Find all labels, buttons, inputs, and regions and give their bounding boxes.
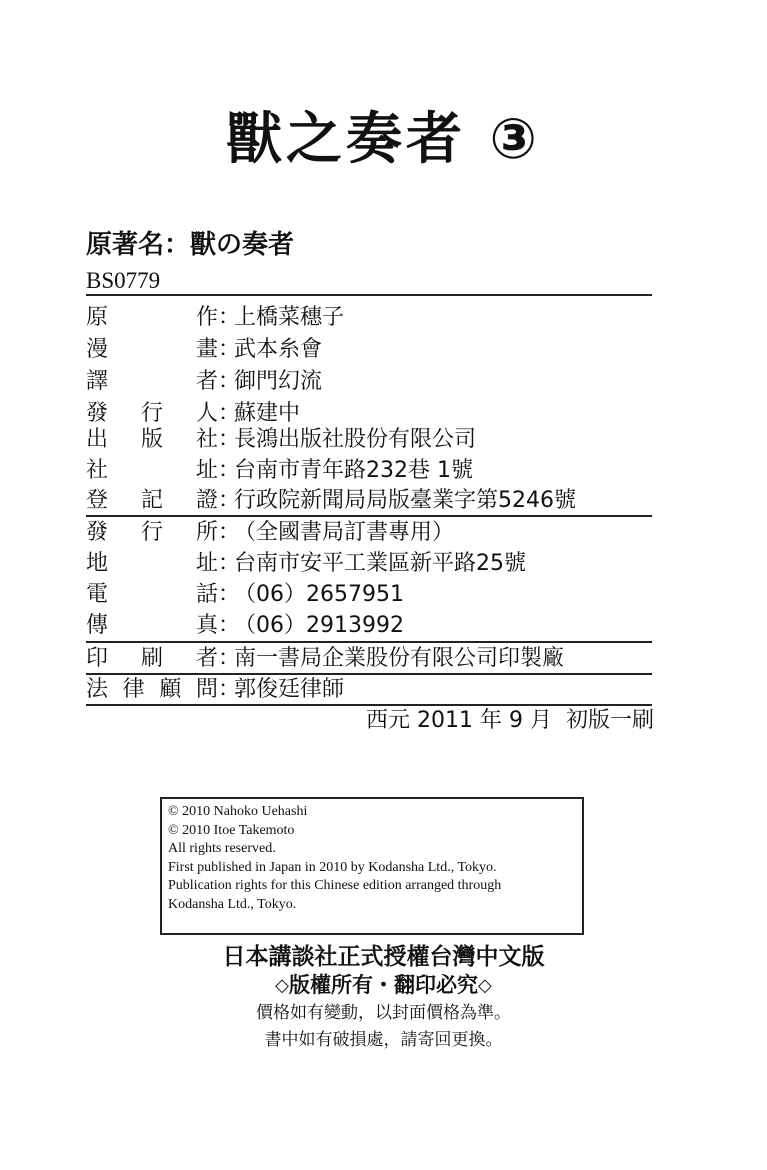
credit-value: 長鴻出版社股份有限公司 [234,427,477,452]
credit-colon: ： [218,488,241,513]
edition-date: 西元 2011 年 9 月 初版一刷 [366,708,654,733]
credit-colon: ： [218,458,241,483]
credit-value: 蘇建中 [234,401,301,426]
credit-value: 台南市青年路232巷 1號 [234,458,473,483]
credit-row-printer [86,644,564,674]
authorization-notice: 日本講談社正式授權台灣中文版 [222,944,545,970]
price-note: 價格如有變動，以封面價格為準。 [256,1003,511,1023]
credit-colon: ： [218,582,241,607]
credit-value: 行政院新聞局局版臺業字第5246號 [234,488,576,513]
credit-value: 上橋菜穗子 [234,305,345,330]
return-note: 書中如有破損處，請寄回更換。 [264,1030,503,1050]
credit-value: 南一書局企業股份有限公司印製廠 [234,646,565,671]
copyright-line: © 2010 Itoe Takemoto [168,822,295,838]
credit-colon: ： [218,305,241,330]
rights-notice: 版權所有・翻印必究 [289,973,478,997]
credit-row-address [86,456,473,486]
book-title: 獸之奏者 ③ [226,107,541,172]
credit-row-manga [86,335,322,365]
divider [86,515,652,517]
credit-colon: ： [218,646,241,671]
copyright-line: Publication rights for this Chinese edition arranged through [168,878,502,893]
credit-label: 印刷者 [86,646,218,671]
credit-row-phone [86,580,404,610]
credit-label: 傳真 [86,613,218,638]
credit-label: 電話 [86,582,218,607]
credit-label: 法律顧問 [86,677,218,702]
original-title: 原著名：獸の奏者 [86,230,295,260]
credit-label: 漫畫 [86,337,218,362]
credit-label: 譯者 [86,369,218,394]
copyright-line: © 2010 Nahoko Uehashi [168,804,308,819]
credit-colon: ： [218,677,241,702]
copyright-line: Kodansha Ltd., Tokyo. [168,896,297,912]
credit-colon: ： [218,520,241,545]
credit-label: 地址 [86,551,218,576]
credit-value: 御門幻流 [234,369,323,394]
credit-value: （06）2657951 [234,582,404,607]
copyright-line: All rights reserved. [168,841,276,856]
diamond-icon: ◇ [478,975,492,996]
credit-label: 發行人 [86,401,218,426]
diamond-icon: ◇ [275,975,289,996]
credit-colon: ： [218,427,241,452]
credit-label: 登記證 [86,488,218,513]
credit-row-publisher [86,425,476,455]
credit-value: 武本糸會 [234,337,323,362]
credit-colon: ： [218,369,241,394]
credit-colon: ： [218,401,241,426]
credit-row-legal-advisor [86,675,344,705]
copyright-box [160,797,584,935]
credit-value: 台南市安平工業區新平路25號 [234,551,526,576]
credit-colon: ： [218,613,241,638]
credit-row-distributor-address [86,549,526,579]
copyright-line: First published in Japan in 2010 by Kodansha Ltd., Tokyo. [168,859,497,875]
credit-row-translator [86,367,322,397]
credit-row-distributor [86,518,454,548]
divider [86,294,652,296]
credit-value: 郭俊廷律師 [234,677,345,702]
book-code: BS0779 [86,268,161,293]
credit-label: 發行所 [86,520,218,545]
credit-row-fax [86,611,404,641]
credit-label: 社址 [86,458,218,483]
credit-value: （06）2913992 [234,613,404,638]
divider [86,641,652,643]
credit-value: （全國書局訂書專用） [234,520,455,545]
credit-row-registration [86,486,576,516]
rights-notice-line [0,970,767,1001]
credit-label: 出版社 [86,427,218,452]
credit-label: 原作 [86,305,218,330]
credit-colon: ： [218,551,241,576]
credit-row-original-author [86,303,344,333]
credit-colon: ： [218,337,241,362]
